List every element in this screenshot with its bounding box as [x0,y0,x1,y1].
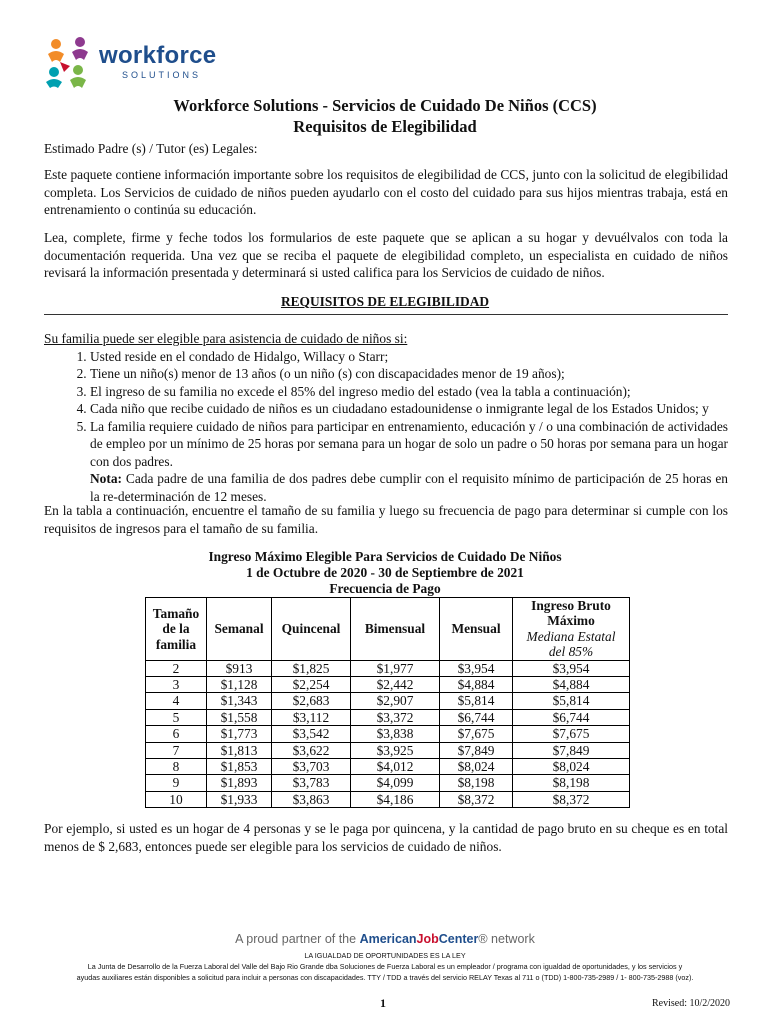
table-row [146,742,630,758]
table-cell: $8,024 [440,759,513,775]
list-item: 4. Cada niño que recibe cuidado de niños es un ciudadano estadounidense o inmigrante legal de los Estados Unidos; y [90,400,728,418]
list-item: 1. Usted reside en el condado de Hidalgo, Willacy o Starr; [90,348,728,366]
table-caption: Ingreso Máximo Elegible Para Servicios de Cuidado De Niños [208,549,562,564]
footer-fine-line-1: La Junta de Desarrollo de la Fuerza Laboral del Valle del Bajo Rio Grande dba Soluciones de Fuerza Laboral es un empleador / programa con igualdad de oportunidades, y los servicios y [87,962,683,971]
col-header-weekly: Semanal [207,598,272,661]
footer-fine-line-2: ayudas auxiliares están disponibles a solicitud para incluir a personas con discapacidades. TTY / TDD a través del servicio RELAY Texas al 711 o (TDD) 1-800-735-2989 / 1- 800-735-2988 (voz). [76,973,694,982]
requirements-list [44,348,728,471]
document-title: Workforce Solutions - Servicios de Cuidado De Niños (CCS) [173,96,597,115]
table-cell: $3,954 [440,660,513,676]
note-text: Cada padre de una familia de dos padres debe cumplir con el requisito mínimo de participación de 25 horas en la re-determinación de 12 meses. [90,471,728,504]
table-cell: 3 [146,677,207,693]
section-heading: REQUISITOS DE ELEGIBILIDAD [280,294,490,309]
table-row [146,726,630,742]
table-cell: $1,128 [207,677,272,693]
col-header-max-income [513,598,630,661]
max-income-sublabel: Mediana Estatal del 85% [526,628,616,660]
table-cell: $8,372 [513,791,630,807]
instructions-paragraph: Lea, complete, firme y feche todos los formularios de este paquete que se aplican a su hogar y devuélvalos con toda la documentación requerida. Una vez que se reciba el paquete de elegibilidad completo, un especialista en cuidado de niños revisará la información presentada y determinará si usted califica para los Servicios de cuidado de niños. [44,230,728,280]
table-cell: 5 [146,709,207,725]
table-row [146,660,630,676]
salutation: Estimado Padre (s) / Tutor (es) Legales: [44,141,258,156]
table-cell: 2 [146,660,207,676]
requirements-section [44,330,728,505]
table-cell: $2,254 [272,677,351,693]
partner-center: Center [438,932,479,946]
table-row [146,677,630,693]
table-cell: $1,853 [207,759,272,775]
table-cell: $3,372 [351,709,440,725]
table-cell: $3,783 [272,775,351,791]
table-cell: $1,343 [207,693,272,709]
table-cell: $1,933 [207,791,272,807]
table-cell: 6 [146,726,207,742]
table-date-range: 1 de Octubre de 2020 - 30 de Septiembre de 2021 [246,565,524,580]
partner-line [0,932,770,946]
max-income-label: Ingreso Bruto Máximo [531,598,611,629]
table-row [146,791,630,807]
table-row [146,759,630,775]
table-cell: $1,977 [351,660,440,676]
requirements-intro: Su familia puede ser elegible para asistencia de cuidado de niños si: [44,331,408,346]
example-paragraph: Por ejemplo, si usted es un hogar de 4 personas y se le paga por quincena, y la cantidad de pago bruto en su cheque es en total menos de $ 2,683, entonces puede ser elegible para los servicios de cuidado de niños. [44,821,728,854]
table-cell: 10 [146,791,207,807]
revised-date: Revised: 10/2/2020 [652,998,731,1009]
partner-job: Job [416,932,439,946]
equality-notice: LA IGUALDAD DE OPORTUNIDADES ES LA LEY [304,951,466,960]
table-cell: 9 [146,775,207,791]
table-cell: $4,099 [351,775,440,791]
logo-wordmark: workforce [99,42,217,69]
table-cell: $2,907 [351,693,440,709]
document-subtitle: Requisitos de Elegibilidad [293,117,477,136]
col-header-monthly: Mensual [440,598,513,661]
table-cell: $8,372 [440,791,513,807]
table-cell: $1,893 [207,775,272,791]
table-cell: $7,849 [440,742,513,758]
table-instructions: En la tabla a continuación, encuentre el tamaño de su familia y luego su frecuencia de pago para determinar si cumple con los requisitos de ingresos para el tamaño de su familia. [44,503,728,536]
table-row [146,775,630,791]
table-cell: $4,884 [440,677,513,693]
divider [44,314,728,315]
list-item: 2. Tiene un niño(s) menor de 13 años (o un niño (s) con discapacidades menor de 19 años); [90,365,728,383]
table-cell: $5,814 [513,693,630,709]
list-item: 3. El ingreso de su familia no excede el 85% del ingreso medio del estado (vea la tabla a continuación); [90,383,728,401]
table-cell: $1,813 [207,742,272,758]
note [44,470,728,505]
table-cell: $4,884 [513,677,630,693]
table-cell: $3,925 [351,742,440,758]
table-cell: 8 [146,759,207,775]
table-cell: $5,814 [440,693,513,709]
logo-subtitle: SOLUTIONS [122,70,202,80]
table-row [146,693,630,709]
col-header-semimonthly: Bimensual [351,598,440,661]
partner-american: American [359,932,417,946]
table-cell: $8,024 [513,759,630,775]
table-cell: $1,825 [272,660,351,676]
table-cell: $6,744 [440,709,513,725]
table-cell: $2,442 [351,677,440,693]
table-cell: $4,186 [351,791,440,807]
table-body [146,660,630,808]
table-row [146,709,630,725]
col-header-biweekly: Quincenal [272,598,351,661]
table-cell: $7,849 [513,742,630,758]
intro-paragraph: Este paquete contiene información importante sobre los requisitos de elegibilidad de CCS, junto con la solicitud de elegibilidad completa. Los Servicios de cuidado de niños pueden ayudarlo con el costo del cuidado para sus hijos mientras trabaja, está en entrenamiento o continúa su educación. [44,167,728,217]
table-cell: 4 [146,693,207,709]
table-cell: $4,012 [351,759,440,775]
table-cell: 7 [146,742,207,758]
table-cell: $3,863 [272,791,351,807]
table-cell: $2,683 [272,693,351,709]
table-cell: $3,838 [351,726,440,742]
table-frequency-label: Frecuencia de Pago [329,581,441,596]
table-cell: $1,773 [207,726,272,742]
table-cell: $3,112 [272,709,351,725]
table-cell: $3,703 [272,759,351,775]
table-cell: $6,744 [513,709,630,725]
list-item: 5. La familia requiere cuidado de niños para participar en entrenamiento, educación y / o una combinación de actividades de empleo por un mínimo de 25 horas por semana para un hogar de solo un padre o 50 horas por semana para un hogar con dos padres. [90,418,728,471]
table-cell: $913 [207,660,272,676]
note-label: Nota: [90,471,122,486]
table-cell: $3,622 [272,742,351,758]
partner-prefix: A proud partner of the [235,932,360,946]
table-cell: $7,675 [513,726,630,742]
page-number: 1 [380,996,386,1010]
col-header-family-size: Tamaño de la familia [146,598,207,661]
income-table [145,597,630,808]
table-cell: $1,558 [207,709,272,725]
table-cell: $7,675 [440,726,513,742]
partner-suffix: ® network [478,932,535,946]
table-cell: $8,198 [513,775,630,791]
table-cell: $8,198 [440,775,513,791]
table-cell: $3,954 [513,660,630,676]
table-cell: $3,542 [272,726,351,742]
